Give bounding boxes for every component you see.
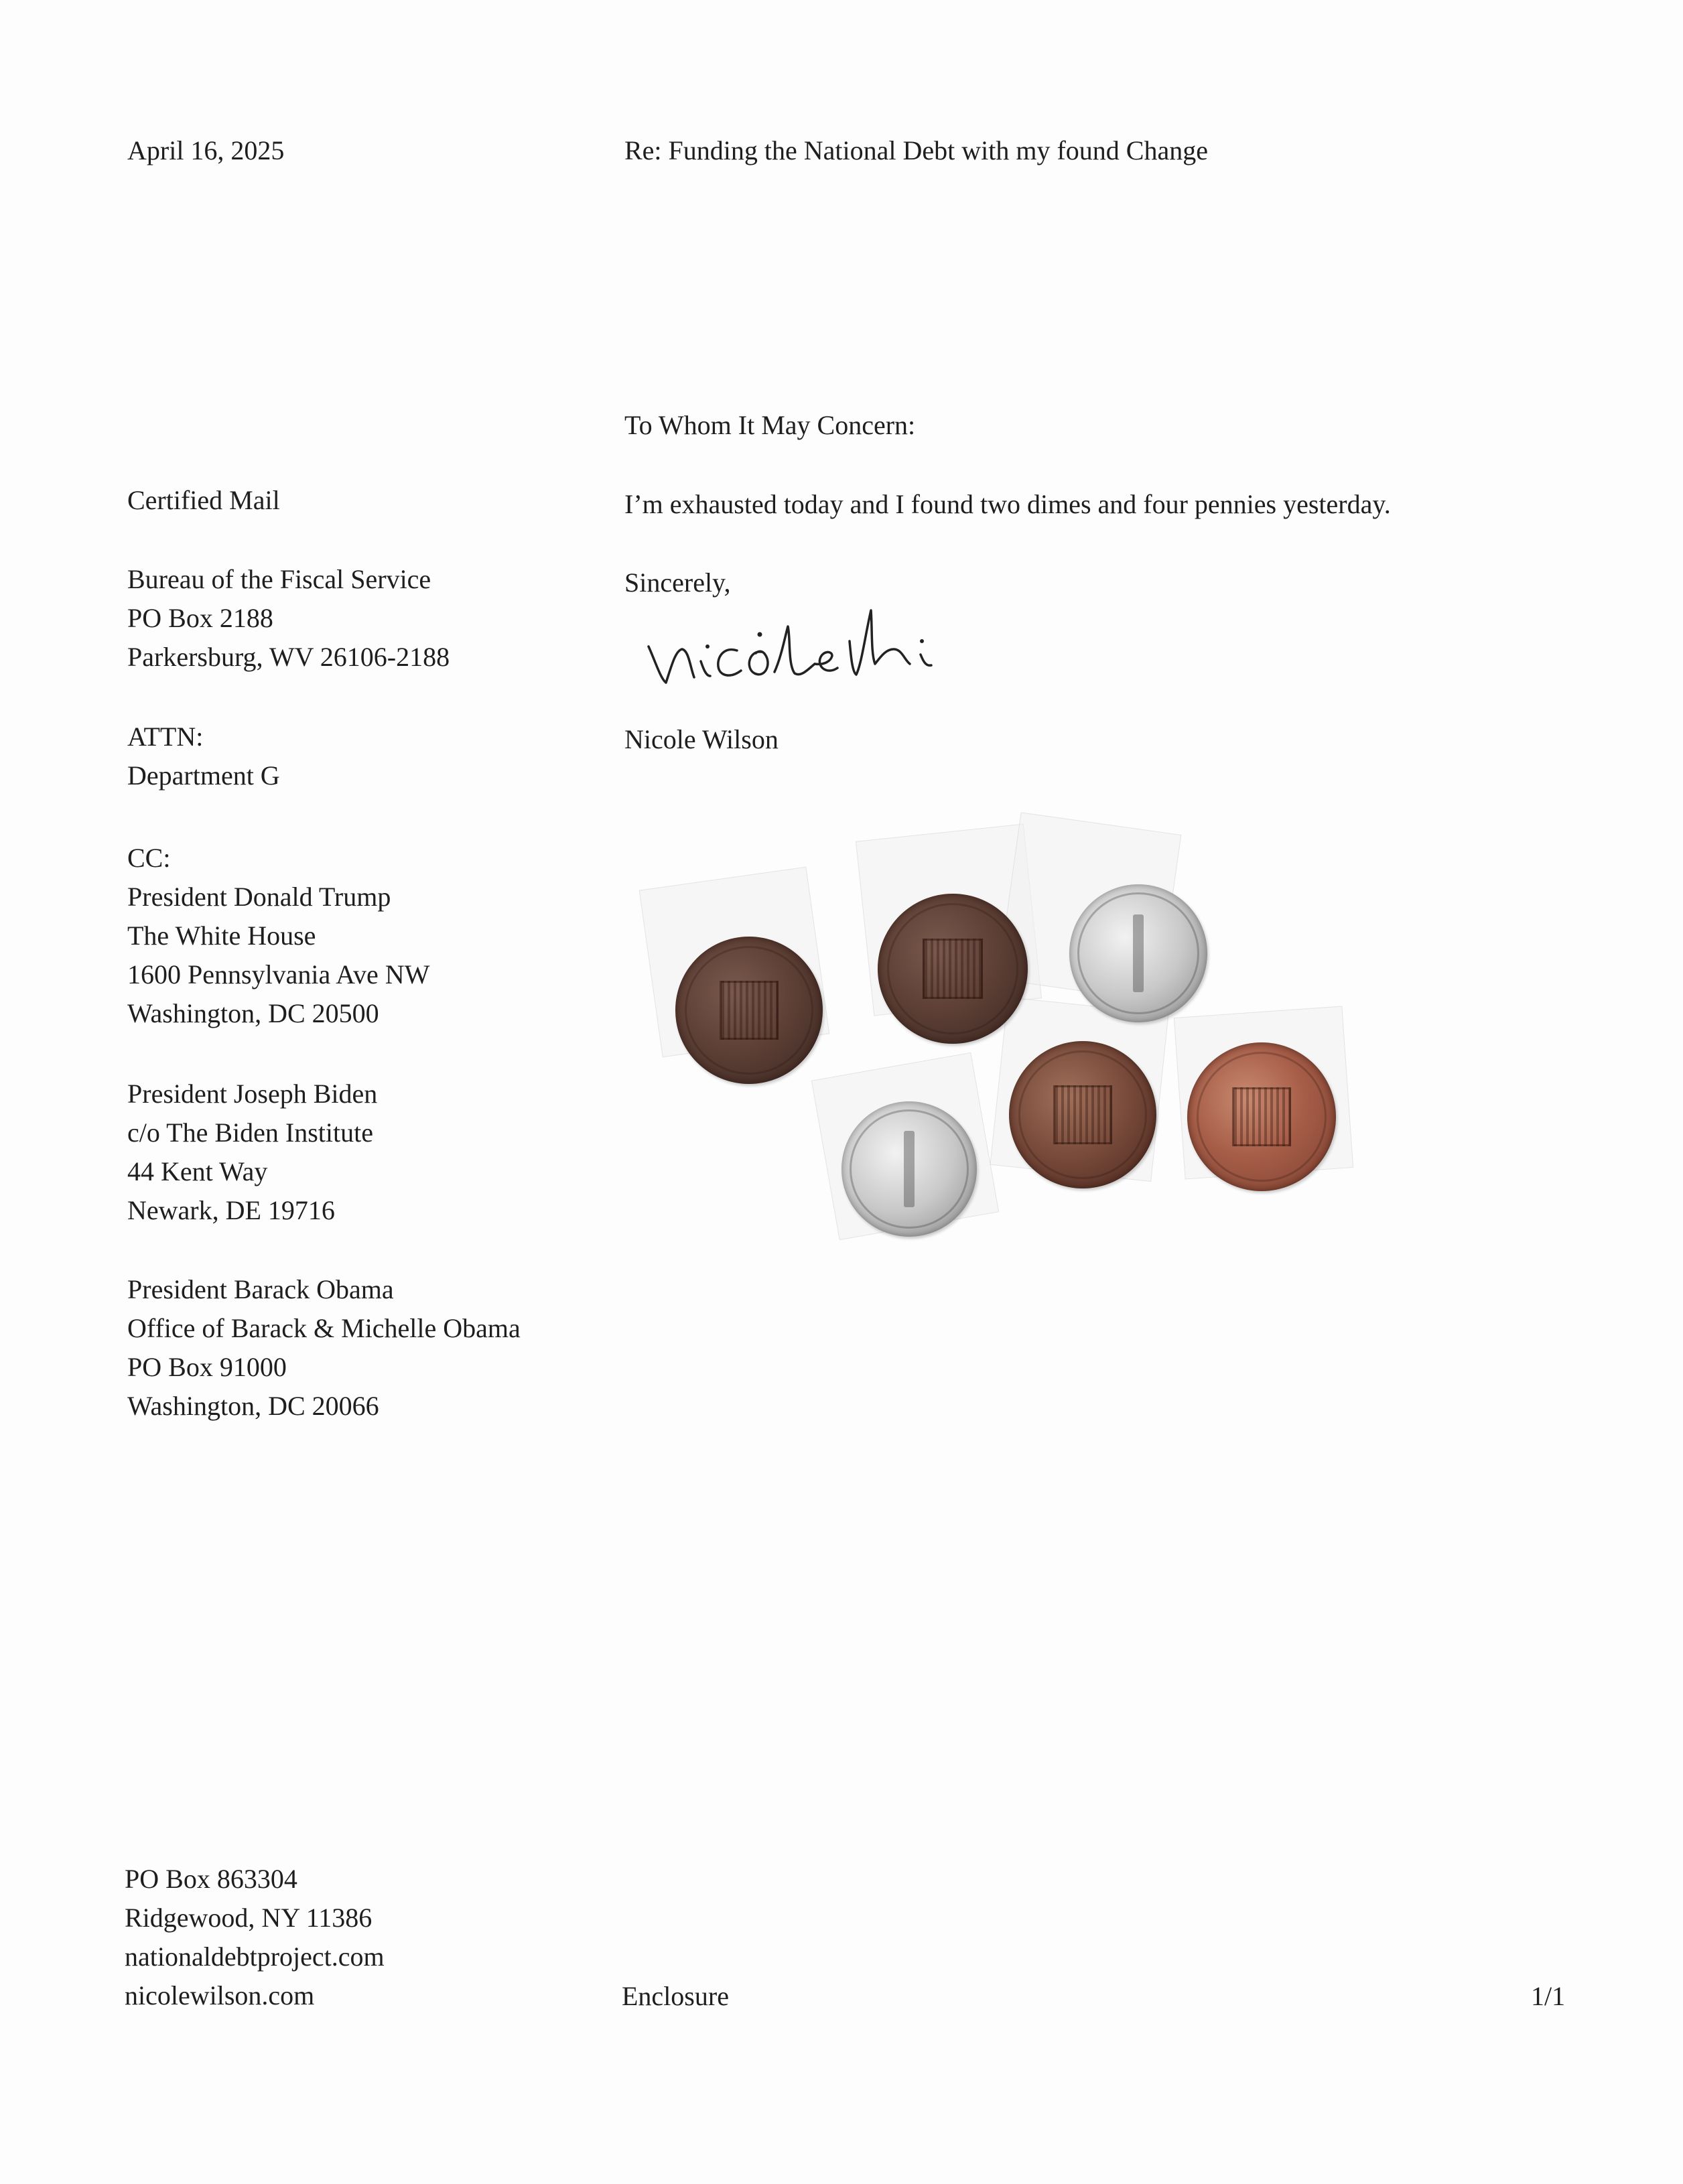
signature-name: Nicole Wilson xyxy=(624,724,779,754)
mail-method: Certified Mail xyxy=(127,485,280,515)
cc-line: PO Box 91000 xyxy=(127,1352,287,1382)
letter-date: April 16, 2025 xyxy=(127,135,285,165)
cc-line: President Barack Obama xyxy=(127,1274,394,1304)
recipient-address xyxy=(127,560,450,677)
attn-block xyxy=(127,718,280,795)
dime-coin xyxy=(1069,884,1207,1022)
sender-line: Ridgewood, NY 11386 xyxy=(125,1903,373,1933)
lincoln-memorial-image xyxy=(720,981,779,1040)
torch-image xyxy=(1133,914,1144,992)
letter-subject: Re: Funding the National Debt with my found Change xyxy=(624,135,1208,165)
cc-line: The White House xyxy=(127,920,316,951)
address-line: Parkersburg, WV 26106-2188 xyxy=(127,642,450,672)
lincoln-memorial-image xyxy=(923,939,983,999)
cc-line: 44 Kent Way xyxy=(127,1156,268,1186)
sender-line: PO Box 863304 xyxy=(125,1864,297,1894)
cc-line: Washington, DC 20066 xyxy=(127,1391,379,1421)
cc-line: c/o The Biden Institute xyxy=(127,1117,373,1148)
sender-line: nationaldebtproject.com xyxy=(125,1941,385,1972)
dime-coin xyxy=(841,1101,977,1237)
sender-line: nicolewilson.com xyxy=(125,1980,315,2010)
lincoln-shield-image xyxy=(1053,1085,1112,1144)
torch-image xyxy=(904,1131,915,1207)
lincoln-shield-image xyxy=(1232,1087,1292,1147)
cc-line: 1600 Pennsylvania Ave NW xyxy=(127,959,430,989)
signature-image xyxy=(636,600,945,700)
enclosed-coins-photo xyxy=(643,824,1380,1253)
cc-line: President Donald Trump xyxy=(127,882,391,912)
attn-department: Department G xyxy=(127,760,280,791)
sender-address xyxy=(125,1860,385,2015)
penny-coin xyxy=(1187,1042,1336,1191)
attn-label: ATTN: xyxy=(127,722,204,752)
address-line: Bureau of the Fiscal Service xyxy=(127,564,431,594)
address-line: PO Box 2188 xyxy=(127,603,273,633)
cc-label: CC: xyxy=(127,843,171,873)
cc-line: Office of Barack & Michelle Obama xyxy=(127,1313,521,1343)
cc-line: Washington, DC 20500 xyxy=(127,998,379,1028)
letter-body: I’m exhausted today and I found two dimes and four pennies yesterday. xyxy=(624,489,1391,519)
penny-coin xyxy=(675,937,823,1084)
penny-coin xyxy=(1009,1041,1156,1188)
page-number: 1/1 xyxy=(1531,1981,1566,2011)
penny-coin xyxy=(878,894,1028,1044)
closing: Sincerely, xyxy=(624,567,731,598)
cc-block xyxy=(127,839,429,1033)
enclosure-label: Enclosure xyxy=(622,1981,729,2011)
cc-line: Newark, DE 19716 xyxy=(127,1195,335,1225)
cc-recipient-obama xyxy=(127,1270,521,1426)
greeting: To Whom It May Concern: xyxy=(624,410,916,440)
cc-line: President Joseph Biden xyxy=(127,1079,378,1109)
cc-recipient-biden xyxy=(127,1075,377,1230)
